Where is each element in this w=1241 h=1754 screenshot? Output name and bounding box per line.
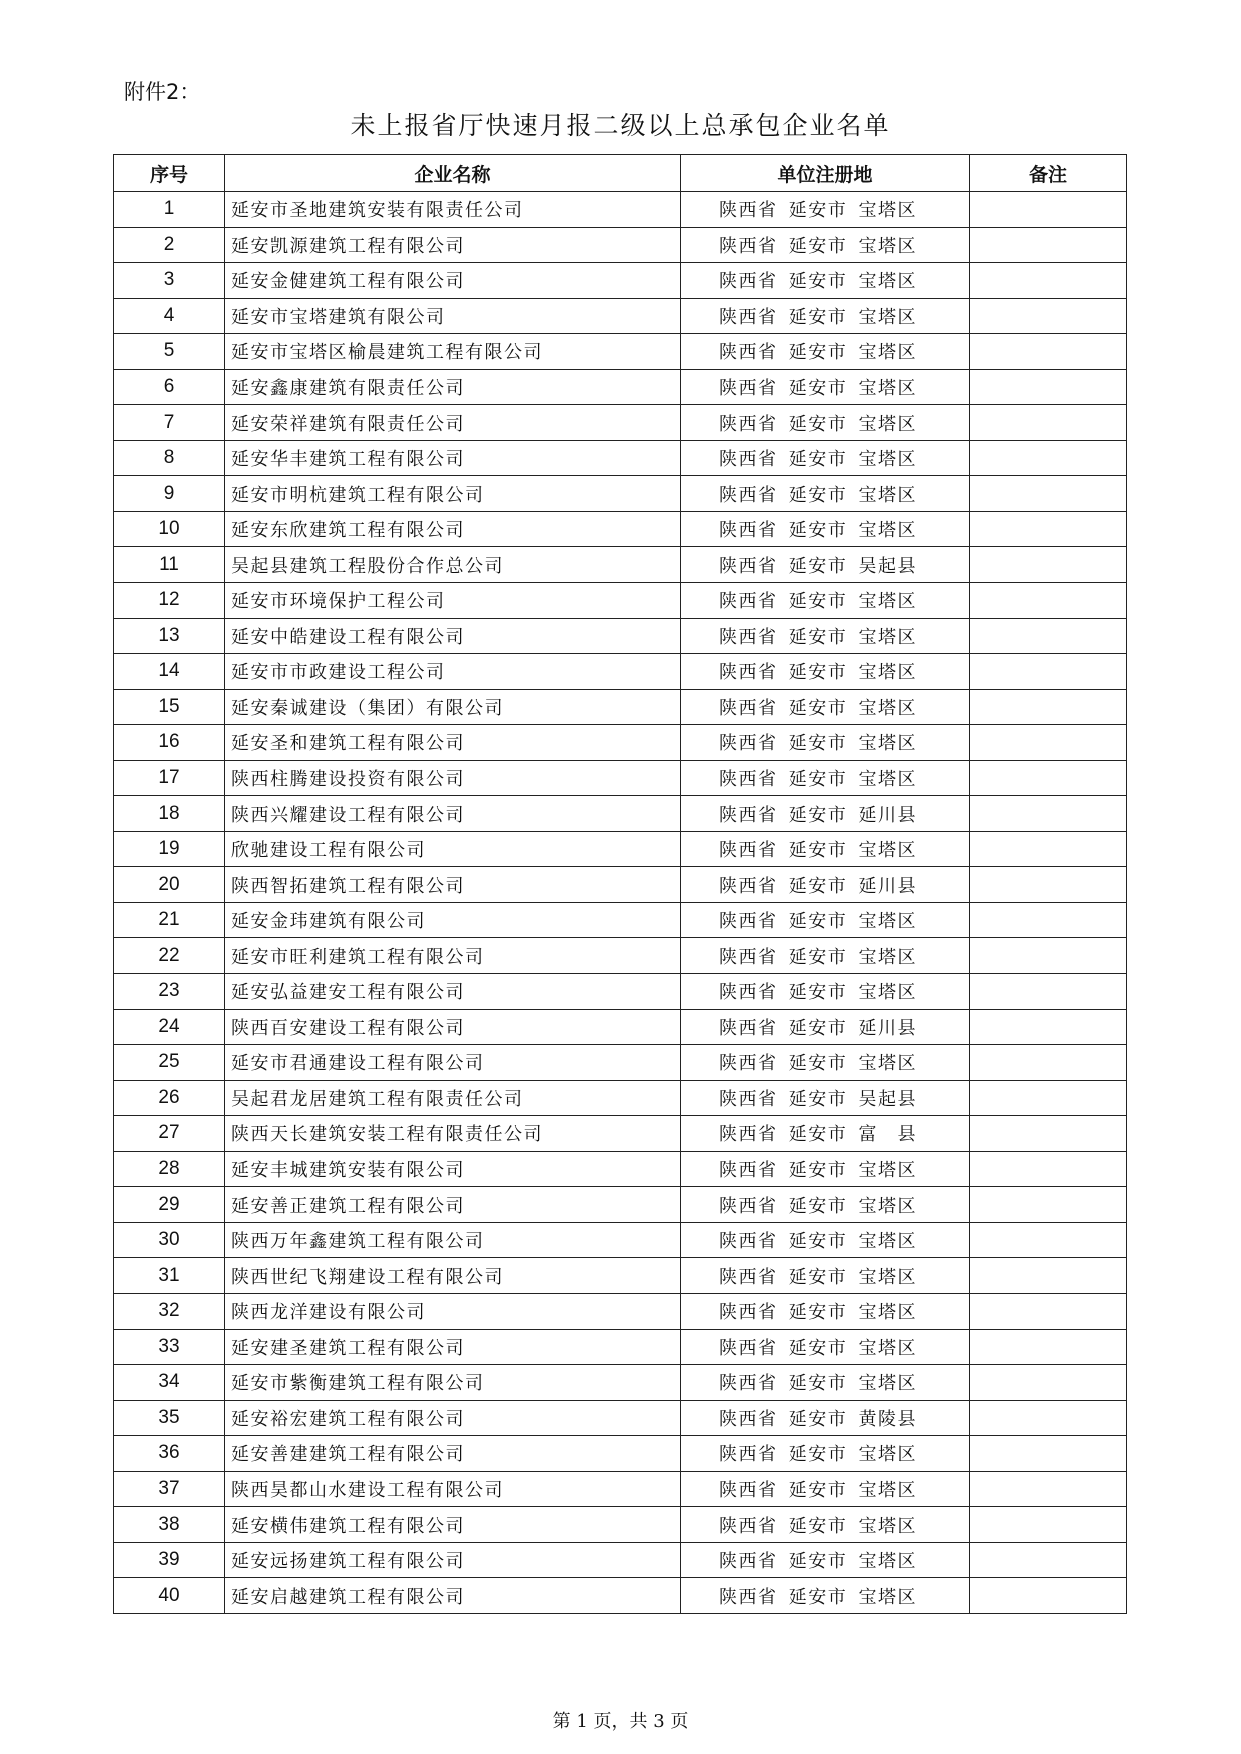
cell-serial-number: 39 <box>114 1542 225 1578</box>
cell-serial-number: 40 <box>114 1578 225 1614</box>
cell-remarks <box>970 1009 1127 1045</box>
cell-company-name: 延安金健建筑工程有限公司 <box>225 263 681 299</box>
cell-remarks <box>970 511 1127 547</box>
cell-company-name: 延安善建建筑工程有限公司 <box>225 1436 681 1472</box>
cell-registered-location: 陕西省 延安市 宝塔区 <box>681 689 970 725</box>
cell-registered-location: 陕西省 延安市 宝塔区 <box>681 227 970 263</box>
cell-registered-location: 陕西省 延安市 宝塔区 <box>681 974 970 1010</box>
cell-serial-number: 7 <box>114 405 225 441</box>
cell-company-name: 延安市圣地建筑安装有限责任公司 <box>225 192 681 228</box>
cell-registered-location: 陕西省 延安市 宝塔区 <box>681 938 970 974</box>
cell-serial-number: 4 <box>114 298 225 334</box>
page-title: 未上报省厅快速月报二级以上总承包企业名单 <box>350 111 891 140</box>
cell-remarks <box>970 1507 1127 1543</box>
cell-serial-number: 16 <box>114 725 225 761</box>
cell-serial-number: 3 <box>114 263 225 299</box>
cell-registered-location: 陕西省 延安市 宝塔区 <box>681 1222 970 1258</box>
cell-company-name: 延安市环境保护工程公司 <box>225 583 681 619</box>
cell-serial-number: 5 <box>114 334 225 370</box>
cell-serial-number: 33 <box>114 1329 225 1365</box>
cell-serial-number: 29 <box>114 1187 225 1223</box>
cell-registered-location: 陕西省 延安市 宝塔区 <box>681 1187 970 1223</box>
cell-company-name: 欣驰建设工程有限公司 <box>225 831 681 867</box>
cell-serial-number: 19 <box>114 831 225 867</box>
cell-remarks <box>970 1258 1127 1294</box>
table-row <box>114 725 1127 761</box>
cell-company-name: 陕西世纪飞翔建设工程有限公司 <box>225 1258 681 1294</box>
cell-serial-number: 17 <box>114 760 225 796</box>
table-row <box>114 618 1127 654</box>
cell-remarks <box>970 618 1127 654</box>
cell-remarks <box>970 689 1127 725</box>
cell-remarks <box>970 298 1127 334</box>
cell-registered-location: 陕西省 延安市 宝塔区 <box>681 1436 970 1472</box>
cell-registered-location: 陕西省 延安市 宝塔区 <box>681 1151 970 1187</box>
cell-registered-location: 陕西省 延安市 宝塔区 <box>681 583 970 619</box>
table-row <box>114 476 1127 512</box>
cell-remarks <box>970 1187 1127 1223</box>
cell-registered-location: 陕西省 延安市 宝塔区 <box>681 902 970 938</box>
cell-company-name: 延安裕宏建筑工程有限公司 <box>225 1400 681 1436</box>
cell-company-name: 陕西龙洋建设有限公司 <box>225 1293 681 1329</box>
cell-serial-number: 11 <box>114 547 225 583</box>
cell-remarks <box>970 263 1127 299</box>
cell-registered-location: 陕西省 延安市 宝塔区 <box>681 440 970 476</box>
cell-registered-location: 陕西省 延安市 宝塔区 <box>681 298 970 334</box>
cell-company-name: 陕西昊都山水建设工程有限公司 <box>225 1471 681 1507</box>
cell-company-name: 延安市旺利建筑工程有限公司 <box>225 938 681 974</box>
attachment-label: 附件2： <box>124 80 201 104</box>
table-row <box>114 1436 1127 1472</box>
cell-remarks <box>970 192 1127 228</box>
cell-serial-number: 13 <box>114 618 225 654</box>
cell-registered-location: 陕西省 延安市 宝塔区 <box>681 725 970 761</box>
cell-remarks <box>970 938 1127 974</box>
cell-company-name: 陕西万年鑫建筑工程有限公司 <box>225 1222 681 1258</box>
cell-serial-number: 20 <box>114 867 225 903</box>
cell-remarks <box>970 1400 1127 1436</box>
table-row <box>114 298 1127 334</box>
cell-company-name: 延安荣祥建筑有限责任公司 <box>225 405 681 441</box>
cell-company-name: 延安市明杭建筑工程有限公司 <box>225 476 681 512</box>
table-row <box>114 227 1127 263</box>
table-row <box>114 1258 1127 1294</box>
table-row <box>114 1116 1127 1152</box>
cell-registered-location: 陕西省 延安市 宝塔区 <box>681 1045 970 1081</box>
cell-serial-number: 36 <box>114 1436 225 1472</box>
table-row <box>114 1080 1127 1116</box>
header-remarks: 备注 <box>970 155 1127 192</box>
cell-remarks <box>970 405 1127 441</box>
table-row <box>114 583 1127 619</box>
table-row <box>114 1293 1127 1329</box>
cell-company-name: 延安东欣建筑工程有限公司 <box>225 511 681 547</box>
cell-remarks <box>970 1293 1127 1329</box>
cell-registered-location: 陕西省 延安市 宝塔区 <box>681 831 970 867</box>
cell-registered-location: 陕西省 延安市 宝塔区 <box>681 476 970 512</box>
cell-serial-number: 6 <box>114 369 225 405</box>
cell-company-name: 延安市市政建设工程公司 <box>225 654 681 690</box>
cell-registered-location: 陕西省 延安市 宝塔区 <box>681 760 970 796</box>
cell-serial-number: 30 <box>114 1222 225 1258</box>
cell-remarks <box>970 974 1127 1010</box>
cell-company-name: 陕西智拓建筑工程有限公司 <box>225 867 681 903</box>
cell-company-name: 陕西柱腾建设投资有限公司 <box>225 760 681 796</box>
cell-registered-location: 陕西省 延安市 宝塔区 <box>681 192 970 228</box>
cell-registered-location: 陕西省 延安市 延川县 <box>681 867 970 903</box>
cell-remarks <box>970 227 1127 263</box>
cell-serial-number: 34 <box>114 1365 225 1401</box>
table-row <box>114 1365 1127 1401</box>
cell-registered-location: 陕西省 延安市 吴起县 <box>681 547 970 583</box>
cell-serial-number: 9 <box>114 476 225 512</box>
cell-remarks <box>970 902 1127 938</box>
table-row <box>114 760 1127 796</box>
cell-remarks <box>970 654 1127 690</box>
table-row <box>114 1329 1127 1365</box>
cell-registered-location: 陕西省 延安市 宝塔区 <box>681 1258 970 1294</box>
table-row <box>114 334 1127 370</box>
cell-remarks <box>970 476 1127 512</box>
table-row <box>114 689 1127 725</box>
cell-company-name: 延安市君通建设工程有限公司 <box>225 1045 681 1081</box>
table-row <box>114 1045 1127 1081</box>
cell-company-name: 延安弘益建安工程有限公司 <box>225 974 681 1010</box>
cell-serial-number: 26 <box>114 1080 225 1116</box>
cell-company-name: 延安远扬建筑工程有限公司 <box>225 1542 681 1578</box>
cell-remarks <box>970 1329 1127 1365</box>
cell-remarks <box>970 1365 1127 1401</box>
cell-registered-location: 陕西省 延安市 宝塔区 <box>681 1293 970 1329</box>
table-row <box>114 1222 1127 1258</box>
page-footer: 第 1 页，共 3 页 <box>552 1711 689 1732</box>
cell-serial-number: 22 <box>114 938 225 974</box>
cell-company-name: 延安横伟建筑工程有限公司 <box>225 1507 681 1543</box>
cell-serial-number: 38 <box>114 1507 225 1543</box>
cell-registered-location: 陕西省 延安市 黄陵县 <box>681 1400 970 1436</box>
table-row <box>114 1507 1127 1543</box>
cell-remarks <box>970 583 1127 619</box>
cell-company-name: 延安华丰建筑工程有限公司 <box>225 440 681 476</box>
cell-registered-location: 陕西省 延安市 延川县 <box>681 1009 970 1045</box>
table-row <box>114 1151 1127 1187</box>
cell-serial-number: 31 <box>114 1258 225 1294</box>
cell-remarks <box>970 1578 1127 1614</box>
table-row <box>114 369 1127 405</box>
table-row <box>114 831 1127 867</box>
cell-registered-location: 陕西省 延安市 吴起县 <box>681 1080 970 1116</box>
cell-company-name: 延安凯源建筑工程有限公司 <box>225 227 681 263</box>
table-row <box>114 1542 1127 1578</box>
table-row <box>114 1471 1127 1507</box>
cell-company-name: 延安市宝塔区榆晨建筑工程有限公司 <box>225 334 681 370</box>
company-list-table <box>113 154 1127 1614</box>
cell-registered-location: 陕西省 延安市 宝塔区 <box>681 654 970 690</box>
table-header-row <box>114 155 1127 192</box>
cell-serial-number: 8 <box>114 440 225 476</box>
cell-registered-location: 陕西省 延安市 宝塔区 <box>681 1329 970 1365</box>
cell-registered-location: 陕西省 延安市 宝塔区 <box>681 1542 970 1578</box>
cell-serial-number: 32 <box>114 1293 225 1329</box>
cell-company-name: 延安鑫康建筑有限责任公司 <box>225 369 681 405</box>
cell-remarks <box>970 1116 1127 1152</box>
cell-registered-location: 陕西省 延安市 宝塔区 <box>681 405 970 441</box>
cell-registered-location: 陕西省 延安市 宝塔区 <box>681 1578 970 1614</box>
cell-remarks <box>970 831 1127 867</box>
cell-serial-number: 14 <box>114 654 225 690</box>
cell-remarks <box>970 334 1127 370</box>
table-row <box>114 192 1127 228</box>
cell-company-name: 延安圣和建筑工程有限公司 <box>225 725 681 761</box>
cell-serial-number: 21 <box>114 902 225 938</box>
cell-remarks <box>970 1080 1127 1116</box>
cell-serial-number: 1 <box>114 192 225 228</box>
cell-serial-number: 24 <box>114 1009 225 1045</box>
cell-company-name: 延安善正建筑工程有限公司 <box>225 1187 681 1223</box>
cell-remarks <box>970 1151 1127 1187</box>
cell-registered-location: 陕西省 延安市 宝塔区 <box>681 334 970 370</box>
header-company-name: 企业名称 <box>225 155 681 192</box>
cell-serial-number: 27 <box>114 1116 225 1152</box>
cell-company-name: 吴起县建筑工程股份合作总公司 <box>225 547 681 583</box>
cell-remarks <box>970 1542 1127 1578</box>
cell-registered-location: 陕西省 延安市 宝塔区 <box>681 1471 970 1507</box>
cell-serial-number: 18 <box>114 796 225 832</box>
table-row <box>114 547 1127 583</box>
table-row <box>114 796 1127 832</box>
cell-company-name: 延安市宝塔建筑有限公司 <box>225 298 681 334</box>
table-row <box>114 867 1127 903</box>
cell-serial-number: 35 <box>114 1400 225 1436</box>
table-row <box>114 263 1127 299</box>
cell-registered-location: 陕西省 延安市 宝塔区 <box>681 369 970 405</box>
table-row <box>114 440 1127 476</box>
cell-company-name: 延安秦诚建设（集团）有限公司 <box>225 689 681 725</box>
cell-company-name: 延安启越建筑工程有限公司 <box>225 1578 681 1614</box>
cell-remarks <box>970 1222 1127 1258</box>
cell-registered-location: 陕西省 延安市 富 县 <box>681 1116 970 1152</box>
cell-company-name: 陕西兴耀建设工程有限公司 <box>225 796 681 832</box>
cell-remarks <box>970 760 1127 796</box>
cell-company-name: 陕西百安建设工程有限公司 <box>225 1009 681 1045</box>
table-row <box>114 511 1127 547</box>
table-row <box>114 902 1127 938</box>
cell-remarks <box>970 1471 1127 1507</box>
table-row <box>114 405 1127 441</box>
cell-serial-number: 25 <box>114 1045 225 1081</box>
table-row <box>114 654 1127 690</box>
cell-serial-number: 2 <box>114 227 225 263</box>
cell-remarks <box>970 369 1127 405</box>
cell-serial-number: 12 <box>114 583 225 619</box>
cell-serial-number: 28 <box>114 1151 225 1187</box>
table-row <box>114 1578 1127 1614</box>
cell-remarks <box>970 725 1127 761</box>
table-row <box>114 938 1127 974</box>
cell-company-name: 陕西天长建筑安装工程有限责任公司 <box>225 1116 681 1152</box>
cell-company-name: 延安丰城建筑安装有限公司 <box>225 1151 681 1187</box>
cell-registered-location: 陕西省 延安市 宝塔区 <box>681 1365 970 1401</box>
table-row <box>114 1400 1127 1436</box>
header-registered-location: 单位注册地 <box>681 155 970 192</box>
cell-serial-number: 23 <box>114 974 225 1010</box>
cell-company-name: 延安中皓建设工程有限公司 <box>225 618 681 654</box>
cell-remarks <box>970 867 1127 903</box>
cell-company-name: 延安建圣建筑工程有限公司 <box>225 1329 681 1365</box>
cell-registered-location: 陕西省 延安市 宝塔区 <box>681 1507 970 1543</box>
header-serial-number: 序号 <box>114 155 225 192</box>
cell-registered-location: 陕西省 延安市 延川县 <box>681 796 970 832</box>
cell-registered-location: 陕西省 延安市 宝塔区 <box>681 618 970 654</box>
table-row <box>114 1187 1127 1223</box>
cell-registered-location: 陕西省 延安市 宝塔区 <box>681 511 970 547</box>
cell-remarks <box>970 440 1127 476</box>
cell-remarks <box>970 796 1127 832</box>
cell-remarks <box>970 547 1127 583</box>
table-row <box>114 1009 1127 1045</box>
cell-serial-number: 10 <box>114 511 225 547</box>
cell-registered-location: 陕西省 延安市 宝塔区 <box>681 263 970 299</box>
cell-company-name: 延安市紫衡建筑工程有限公司 <box>225 1365 681 1401</box>
cell-remarks <box>970 1436 1127 1472</box>
cell-company-name: 吴起君龙居建筑工程有限责任公司 <box>225 1080 681 1116</box>
table-body <box>114 192 1127 1614</box>
table-row <box>114 974 1127 1010</box>
cell-remarks <box>970 1045 1127 1081</box>
cell-company-name: 延安金玮建筑有限公司 <box>225 902 681 938</box>
cell-serial-number: 15 <box>114 689 225 725</box>
cell-serial-number: 37 <box>114 1471 225 1507</box>
